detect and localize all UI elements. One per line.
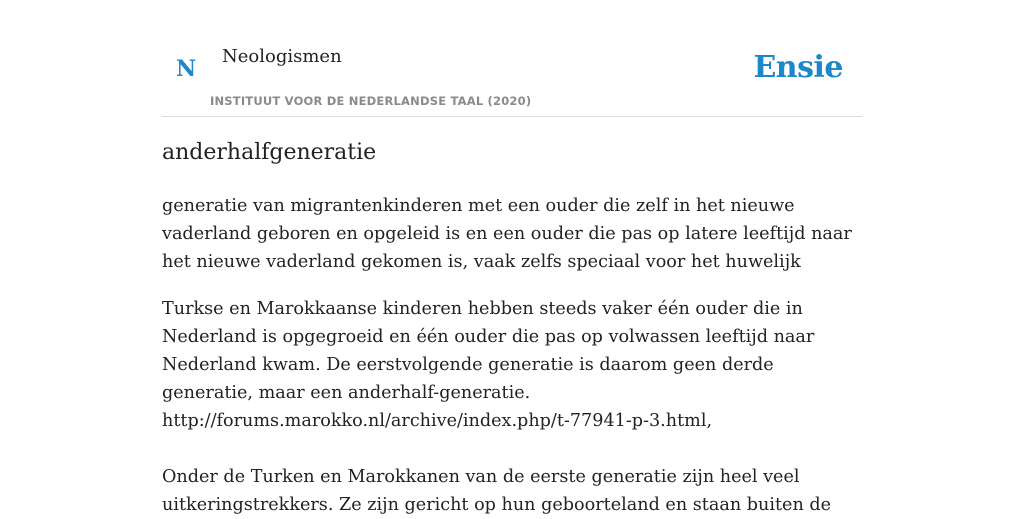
entry-example-2: Onder de Turken en Marokkanen van de eerste generatie zijn heel veel uitkeringstrekkers. Ze zijn gericht op hun geboorteland en staan buiten de (162, 467, 832, 515)
entry-example (162, 295, 862, 435)
brand-logo[interactable]: Ensie (753, 50, 843, 85)
entry-term: anderhalfgeneratie (162, 140, 377, 165)
entry-card (162, 0, 862, 515)
entry-definition: generatie van migrantenkinderen met een ouder die zelf in het nieuwe vaderland geboren en opgeleid is en een ouder die pas op latere leeftijd naar het nieuwe vaderland gekomen is, vaak zelfs speciaal voor het huwelijk (162, 196, 852, 272)
source-initial-icon: N (176, 56, 197, 82)
entry-header (162, 0, 862, 117)
source-title[interactable]: Neologismen (222, 46, 342, 67)
example-source-link[interactable]: http://forums.marokko.nl/archive/index.php/t-77941-p-3.html, (162, 411, 713, 431)
example-text: Turkse en Marokkaanse kinderen hebben steeds vaker één ouder die in Nederland is opgegroeid en één ouder die pas op volwassen leeftijd naar Nederland kwam. De eerstvolgende generatie is daarom geen derde generatie, maar een anderhalf-generatie. (162, 299, 815, 403)
source-meta: INSTITUUT VOOR DE NEDERLANDSE TAAL (2020) (210, 94, 532, 108)
